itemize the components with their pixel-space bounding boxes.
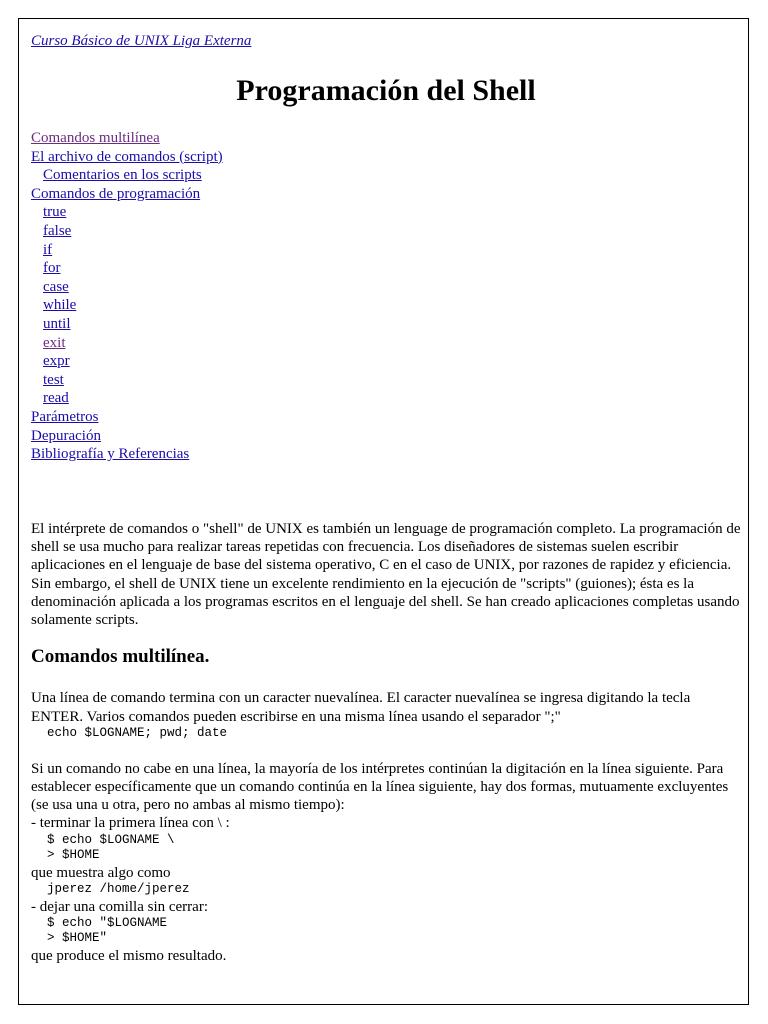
toc-row bbox=[31, 129, 741, 148]
toc-row bbox=[31, 185, 741, 204]
code-example-separator: echo $LOGNAME; pwd; date bbox=[47, 726, 228, 741]
toc-row bbox=[31, 222, 741, 241]
toc-link[interactable]: Comandos de programación bbox=[31, 185, 201, 202]
toc-link[interactable]: expr bbox=[43, 353, 70, 370]
page-content bbox=[31, 31, 741, 965]
toc-link[interactable]: Depuración bbox=[31, 427, 101, 444]
same-result-text: que produce el mismo resultado. bbox=[31, 947, 227, 964]
toc-link[interactable]: true bbox=[43, 204, 67, 221]
code-example-quote: $ echo "$LOGNAME > $HOME" bbox=[47, 915, 168, 946]
toc-row bbox=[31, 241, 741, 260]
toc-link[interactable]: Comandos multilínea bbox=[31, 130, 160, 146]
toc-link[interactable]: read bbox=[43, 390, 69, 407]
toc-row bbox=[31, 389, 741, 408]
toc-link[interactable]: Comentarios en los scripts bbox=[43, 167, 202, 184]
shows-text: que muestra algo como bbox=[31, 864, 171, 881]
table-of-contents bbox=[31, 129, 741, 464]
toc-link[interactable]: case bbox=[43, 278, 69, 295]
code-example-output: jperez /home/jperez bbox=[47, 882, 190, 897]
toc-row bbox=[31, 315, 741, 334]
option-backslash: - terminar la primera línea con \ : bbox=[31, 815, 230, 832]
page-title: Programación del Shell bbox=[236, 74, 536, 107]
toc-row bbox=[31, 371, 741, 390]
toc-link[interactable]: until bbox=[43, 315, 71, 332]
toc-row bbox=[31, 427, 741, 446]
toc-row bbox=[31, 408, 741, 427]
intro-paragraph: El intérprete de comandos o "shell" de UNIX es también un lenguage de programación completo. La programación de shell se usa mucho para realizar tareas repetidas con frecuencia. Los diseñadores de sistemas suelen escribir aplicaciones en el lenguaje de base del sistema operativo, C en el caso de UNIX, por razones de rapidez y eficiencia. Sin embargo, el shell de UNIX tiene un excelente rendimiento en la ejecución de "scripts" (guiones); ésta es la denominación aplicada a los programas escritos en el lenguaje del shell. Se han creado aplicaciones completas usando solamente scripts. bbox=[31, 520, 741, 629]
option-quote: - dejar una comilla sin cerrar: bbox=[31, 898, 208, 915]
multiline-paragraph-2: Si un comando no cabe en una línea, la mayoría de los intérpretes continúan la digitación en la línea siguiente. Para establecer específicamente que un comando continúa en la línea siguiente, hay dos formas, mutuamente excluyentes (se usa una u otra, pero no ambas al mismo tiempo): bbox=[31, 760, 729, 814]
toc-row bbox=[31, 445, 741, 464]
section-heading-multiline: Comandos multilínea. bbox=[31, 646, 210, 668]
toc-link[interactable]: exit bbox=[43, 334, 66, 351]
toc-row bbox=[31, 296, 741, 315]
toc-link[interactable]: false bbox=[43, 222, 72, 239]
toc-link[interactable]: for bbox=[43, 260, 61, 277]
toc-link[interactable]: if bbox=[43, 241, 53, 258]
external-course-link[interactable]: Curso Básico de UNIX Liga Externa bbox=[31, 33, 252, 49]
toc-row bbox=[31, 278, 741, 297]
toc-row bbox=[31, 148, 741, 167]
toc-row bbox=[31, 334, 741, 353]
toc-link[interactable]: test bbox=[43, 371, 64, 388]
toc-row bbox=[31, 203, 741, 222]
toc-row bbox=[31, 259, 741, 278]
multiline-paragraph-1: Una línea de comando termina con un caracter nuevalínea. El caracter nuevalínea se ingresa digitando la tecla ENTER. Varios comandos pueden escribirse en una misma línea usando el separador ";" bbox=[31, 690, 691, 725]
page-frame bbox=[18, 18, 749, 1005]
toc-row bbox=[31, 166, 741, 185]
toc-link[interactable]: Parámetros bbox=[31, 408, 99, 425]
toc-link[interactable]: Bibliografía y Referencias bbox=[31, 446, 190, 463]
toc-link[interactable]: El archivo de comandos (script) bbox=[31, 148, 223, 165]
toc-link[interactable]: while bbox=[43, 297, 77, 314]
code-example-backslash: $ echo $LOGNAME \ > $HOME bbox=[47, 832, 175, 863]
toc-row bbox=[31, 352, 741, 371]
